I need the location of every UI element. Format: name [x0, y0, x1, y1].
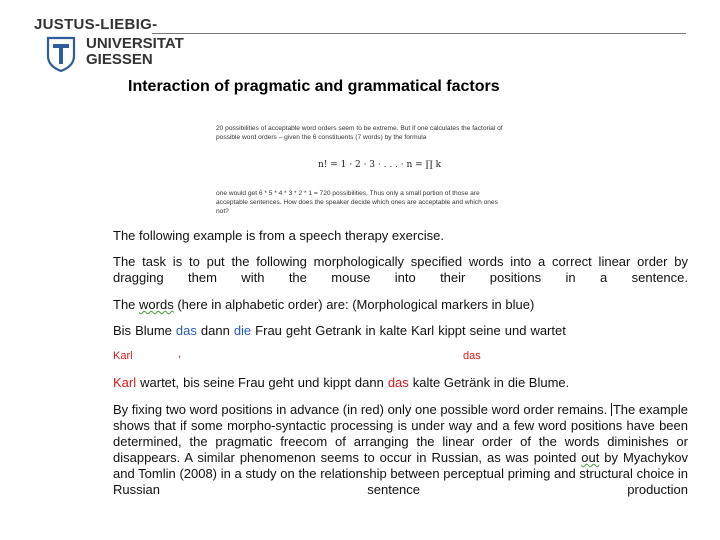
sentence-word: und — [297, 375, 320, 390]
task-paragraph: The task is to put the following morphologically specified words into a correct linear order by dragging them with the mouse into their positions in a sentence. — [113, 254, 688, 285]
logo-name-lines — [86, 36, 184, 68]
draggable-word[interactable]: dann — [200, 323, 230, 338]
words-heading — [113, 297, 688, 313]
conclusion-part-b: The example shows that if some morpho-syntactic processing is under way and a few word positions have been determined, the pragmatic freecom of arranging the linear order of the words diminishes or disappears. A similar phenomenon seems to occur in Russian, as was pointed — [113, 402, 689, 465]
shield-icon — [46, 36, 76, 72]
excerpt-text-bottom: one would get 6 * 5 * 4 * 3 * 2 * 1 = 720 possibilities. Thus only a small portion of those are acceptable sentences. How does the speaker decide which ones are acceptable and which ones not? — [216, 190, 498, 215]
word-list[interactable] — [113, 323, 570, 338]
draggable-word[interactable]: wartet — [530, 323, 566, 338]
sentence-word: kalte Getränk in — [412, 375, 504, 390]
draggable-word[interactable]: Bis — [113, 323, 132, 338]
words-rest: (here in alphabetic order) are: (Morphological markers in blue) — [177, 297, 535, 312]
logo-name-line2: UNIVERSITAT — [86, 35, 184, 52]
conclusion-out: out — [581, 450, 600, 465]
factorial-formula: n! = 1 · 2 · 3 · . . . · n = ∏ k — [318, 160, 442, 170]
intro-line: The following example is from a speech therapy exercise. — [113, 228, 444, 243]
draggable-word[interactable]: das — [175, 323, 197, 338]
conclusion-part-c: by Myachykov and Tomlin (2008) in a study on the relationship between perceptual priming and structural choice in Russian sentence production — [113, 450, 688, 497]
draggable-word[interactable]: kippt — [438, 323, 466, 338]
text-cursor — [611, 403, 612, 416]
sentence-word: das — [387, 375, 409, 390]
draggable-word[interactable]: Karl — [411, 323, 435, 338]
slot-das[interactable]: das — [463, 350, 481, 362]
conclusion-part-a: By fixing two word positions in advance (in red) only one possible word order remains. — [113, 402, 611, 417]
slot-comma[interactable]: , — [178, 348, 182, 360]
words-term: words — [139, 297, 174, 312]
conclusion-paragraph — [113, 402, 688, 498]
excerpt-text-top: 20 possibilities of acceptable word orders seem to be extreme. But if one calculates the factorial of possible word orders – given the 6 constituents (7 words) by the formula — [216, 125, 503, 141]
draggable-word[interactable]: und — [504, 323, 527, 338]
sentence-word: Karl — [113, 375, 137, 390]
draggable-word[interactable]: Frau — [255, 323, 282, 338]
draggable-word[interactable]: Blume — [135, 323, 172, 338]
words-lead: The — [113, 297, 136, 312]
draggable-word[interactable]: seine — [469, 323, 501, 338]
draggable-word[interactable]: in — [365, 323, 376, 338]
answer-sentence — [113, 375, 573, 390]
logo-name-line3: GIESSEN — [86, 51, 153, 68]
logo-rule — [152, 33, 686, 34]
logo-name-line1: JUSTUS-LIEBIG- — [34, 16, 158, 33]
draggable-word[interactable]: Getrank — [315, 323, 362, 338]
slide-title: Interaction of pragmatic and grammatical factors — [128, 78, 500, 95]
draggable-word[interactable]: die — [233, 323, 252, 338]
sentence-word: bis seine Frau geht — [183, 375, 294, 390]
university-logo — [34, 14, 694, 76]
sentence-word: wartet, — [140, 375, 180, 390]
sentence-word: dann — [354, 375, 384, 390]
slot-first-word[interactable]: Karl — [113, 350, 133, 362]
sentence-word: die Blume. — [507, 375, 570, 390]
draggable-word[interactable]: kalte — [379, 323, 408, 338]
draggable-word[interactable]: geht — [285, 323, 312, 338]
sentence-word: kippt — [323, 375, 351, 390]
